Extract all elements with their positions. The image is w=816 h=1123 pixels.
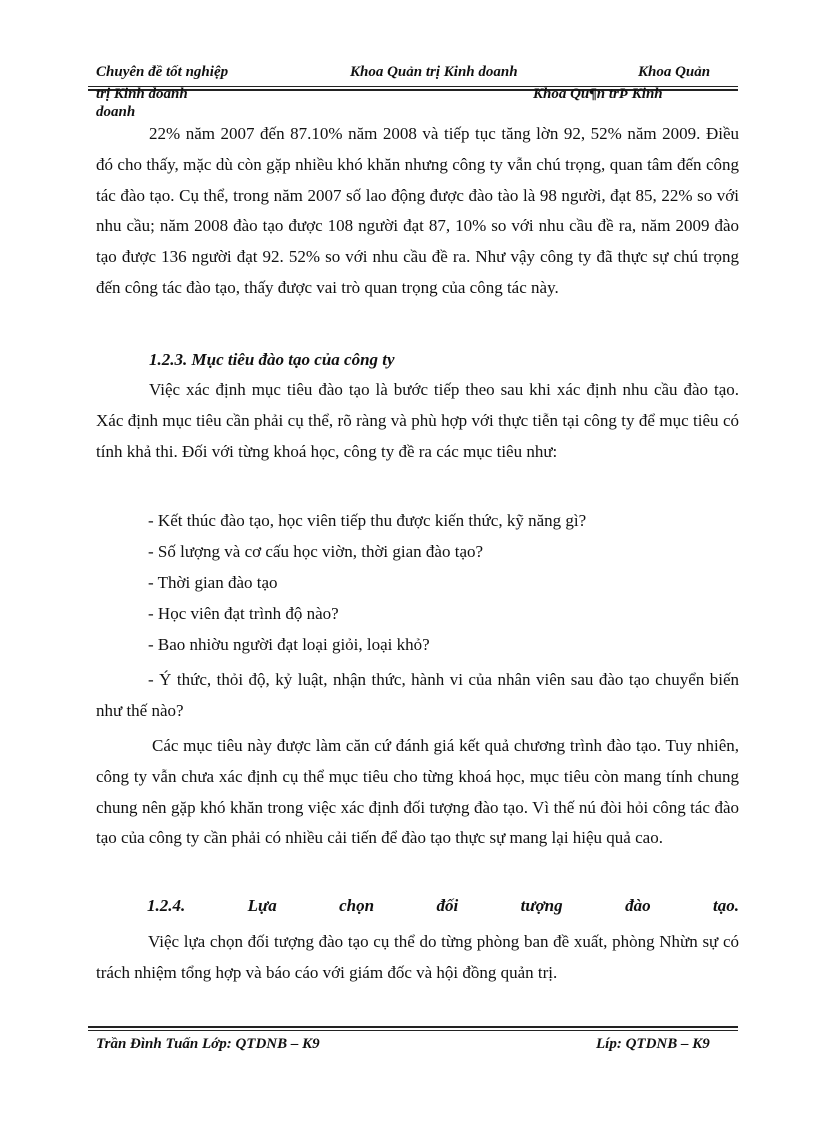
header-left: Chuyên đề tốt nghiệp: [96, 64, 229, 80]
bullet-item: - Bao nhiờu người đạt loại giỏi, loại khỏ?: [148, 635, 430, 654]
header-overflow-right: Khoa Qu¶n trÞ Kinh: [533, 86, 663, 102]
heading-word: tạo.: [712, 896, 739, 915]
paragraph-employee-attitude: - Ý thức, thỏi độ, kỷ luật, nhận thức, hành vi của nhân viên sau đào tạo chuyển biến như thế nào?: [96, 670, 739, 720]
section-heading-1-2-3: 1.2.3. Mục tiêu đào tạo của công ty: [149, 350, 395, 369]
paragraph-training-objectives: Việc xác định mục tiêu đào tạo là bước tiếp theo sau khi xác định nhu cầu đào tạo. Xác định mục tiêu cần phải cụ thể, rõ ràng và phù hợp với thực tiễn tại công ty để mục tiêu có tính khả thi. Đối với từng khoá học, công ty đề ra các mục tiêu như:: [96, 380, 739, 461]
header-center: Khoa Quản trị Kinh doanh: [350, 64, 518, 80]
header-right: Khoa Quản: [638, 64, 711, 80]
bullet-item: - Thời gian đào tạo: [148, 573, 278, 592]
heading-word: Lựa: [247, 896, 277, 915]
heading-word: tượng: [520, 896, 563, 915]
header-overflow-left-2: doanh: [96, 104, 136, 120]
footer-rule-thin: [88, 1030, 738, 1031]
heading-word: đào: [625, 896, 651, 915]
bullet-item: - Kết thúc đào tạo, học viên tiếp thu được kiến thức, kỹ năng gì?: [148, 511, 587, 530]
bullet-item: - Số lượng và cơ cấu học viờn, thời gian đào tạo?: [148, 542, 484, 561]
section-heading-1-2-4: [147, 896, 739, 916]
heading-word: chọn: [339, 896, 375, 915]
paragraph-trainee-selection: Việc lựa chọn đối tượng đào tạo cụ thể do từng phòng ban đề xuất, phòng Nhừn sự có trách nhiệm tổng hợp và báo cáo với giám đốc và hội đồng quản trị.: [96, 932, 739, 982]
bullet-item: - Học viên đạt trình độ nào?: [148, 604, 339, 623]
paragraph-training-results: 22% năm 2007 đến 87.10% năm 2008 và tiếp tục tăng lờn 92, 52% năm 2009. Điều đó cho thấy, mặc dù còn gặp nhiều khó khăn nhưng công ty vẫn chú trọng, quan tâm đến công tác đào tạo. Cụ thể, trong năm 2007 số lao động được đào tào là 98 người, đạt 85, 22% so với nhu cầu; năm 2008 đào tạo được 108 người đạt 87, 10% so với nhu cầu đề ra, năm 2009 đào tạo được 136 người đạt 92. 52% so với nhu cầu đề ra. Như vậy công ty đã thực sự chú trọng đến công tác đào tạo, thấy được vai trò quan trọng của công tác này.: [96, 124, 739, 297]
heading-word: 1.2.4.: [147, 896, 186, 915]
heading-word: đối: [436, 896, 459, 915]
footer-rule-thick: [88, 1026, 738, 1028]
header-overflow-left: trị Kinh doanh: [96, 86, 188, 102]
footer-left: Trần Đình Tuấn Lớp: QTDNB – K9: [96, 1036, 320, 1052]
paragraph-objectives-evaluation: Các mục tiêu này được làm căn cứ đánh giá kết quả chương trình đào tạo. Tuy nhiên, công ty vẫn chưa xác định cụ thể mục tiêu cho từng khoá học, mục tiêu còn mang tính chung chung nên gặp khó khăn trong việc xác định đối tượng đào tạo. Vì thế nú đòi hỏi công tác đào tạo của công ty cần phải có nhiều cải tiến để đào tạo thực sự mang lại hiệu quả cao.: [96, 736, 739, 848]
footer-right: Líp: QTDNB – K9: [596, 1036, 710, 1052]
